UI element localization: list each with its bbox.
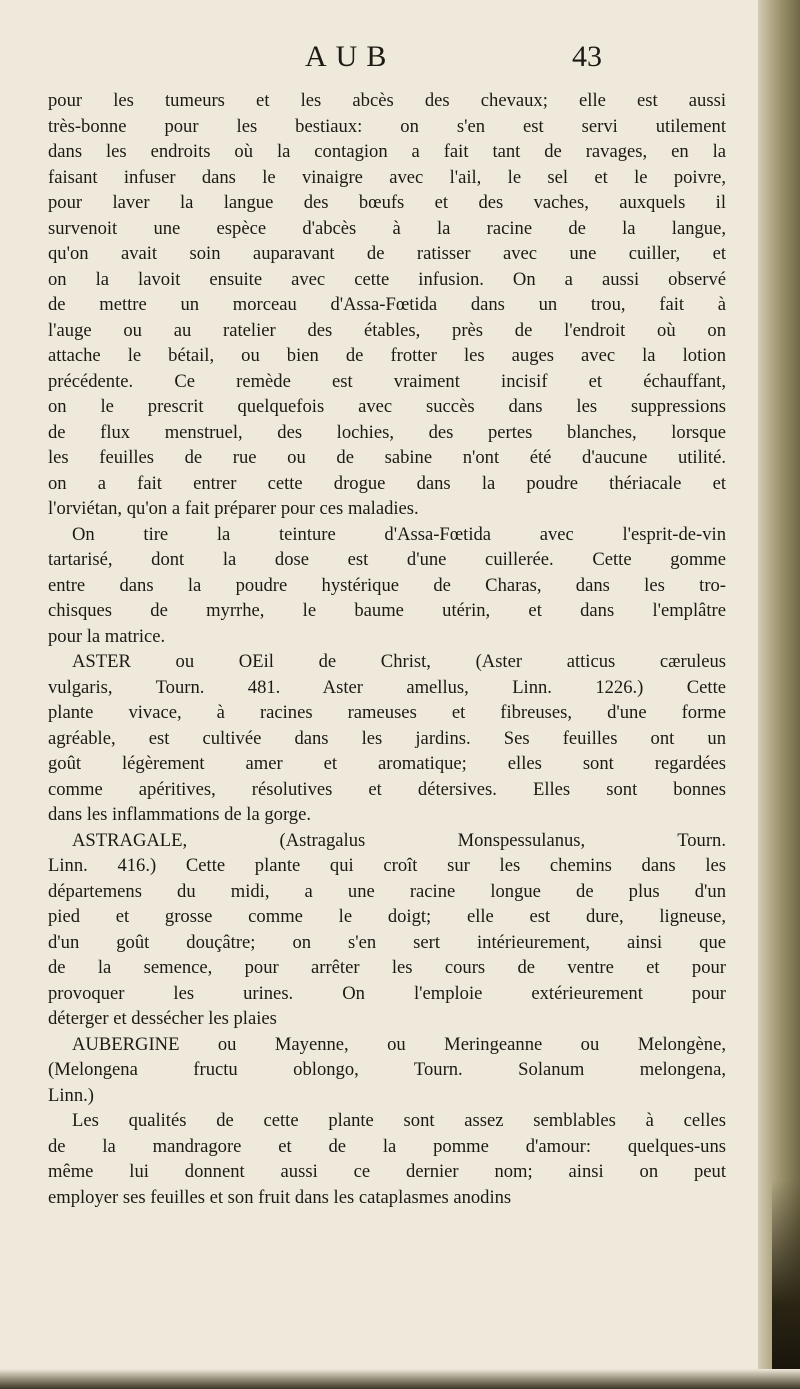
text-line: vulgaris, Tourn. 481. Aster amellus, Linn. 1226.) Cette: [48, 676, 726, 698]
page-bottom-edge: [0, 1369, 800, 1389]
text-line: de flux menstruel, des lochies, des pertes blanches, lorsque: [48, 421, 726, 443]
text-line: employer ses feuilles et son fruit dans les cataplasmes anodins: [48, 1186, 512, 1208]
text-line: (Melongena fructu oblongo, Tourn. Solanum melongena,: [48, 1059, 726, 1080]
text-line: tartarisé, dont la dose est d'une cuillerée. Cette gomme: [48, 549, 726, 570]
text-line: l'orviétan, qu'on a fait préparer pour ces maladies.: [48, 498, 419, 519]
text-line: Linn.): [48, 1084, 94, 1106]
text-line: l'auge ou au ratelier des étables, près de l'endroit où on: [48, 319, 726, 341]
text-line: les feuilles de rue ou de sabine n'ont été d'aucune utilité.: [48, 447, 726, 468]
body-text: [48, 88, 726, 1210]
text-line: plante vivace, à racines rameuses et fibreuses, d'une forme: [48, 702, 726, 723]
text-line: pour les tumeurs et les abcès des chevaux; elle est aussi: [48, 90, 726, 111]
text-line: chisques de myrrhe, le baume utérin, et dans l'emplâtre: [48, 600, 726, 621]
text-line: agréable, est cultivée dans les jardins. Ses feuilles ont un: [48, 727, 726, 749]
text-line: on le prescrit quelquefois avec succès dans les suppressions: [48, 396, 726, 417]
text-line: qu'on avait soin auparavant de ratisser avec une cuiller, et: [48, 243, 726, 264]
text-line: déterger et dessécher les plaies: [48, 1008, 277, 1029]
text-line: goût légèrement amer et aromatique; elles sont regardées: [48, 753, 726, 774]
text-line: très-bonne pour les bestiaux: on s'en est servi utilement: [48, 115, 726, 137]
text-line: attache le bétail, ou bien de frotter les auges avec la lotion: [48, 345, 726, 366]
page-gutter-dark-edge: [772, 1180, 800, 1389]
text-line: pied et grosse comme le doigt; elle est dure, ligneuse,: [48, 906, 726, 927]
page-number: 43: [572, 40, 602, 73]
text-line: de la semence, pour arrêter les cours de ventre et pour: [48, 957, 726, 978]
running-head-word: AUB: [305, 40, 396, 73]
text-line: de mettre un morceau d'Assa-Fœtida dans un trou, fait à: [48, 294, 726, 315]
text-line: on la lavoit ensuite avec cette infusion. On a aussi observé: [48, 268, 726, 290]
text-line: provoquer les urines. On l'emploie extérieurement pour: [48, 982, 726, 1004]
text-line: pour la matrice.: [48, 625, 166, 647]
text-line: AUBERGINE ou Mayenne, ou Meringeanne ou Melongène,: [72, 1033, 726, 1055]
text-line: faisant infuser dans le vinaigre avec l'ail, le sel et le poivre,: [48, 166, 726, 188]
running-head: [0, 40, 758, 80]
text-line: dans les inflammations de la gorge.: [48, 804, 312, 825]
text-line: ASTER ou OEil de Christ, (Aster atticus cæruleus: [72, 651, 726, 672]
text-line: comme apéritives, résolutives et détersives. Elles sont bonnes: [48, 778, 726, 800]
text-line: même lui donnent aussi ce dernier nom; ainsi on peut: [48, 1161, 726, 1182]
text-line: dans les endroits où la contagion a fait tant de ravages, en la: [48, 141, 726, 162]
text-line: on a fait entrer cette drogue dans la poudre thériacale et: [48, 472, 726, 494]
text-line: de la mandragore et de la pomme d'amour: quelques-uns: [48, 1135, 726, 1157]
text-line: départemens du midi, a une racine longue de plus d'un: [48, 880, 726, 902]
text-line: survenoit une espèce d'abcès à la racine de la langue,: [48, 217, 726, 239]
text-line: ASTRAGALE, (Astragalus Monspessulanus, Tourn.: [72, 829, 726, 851]
text-line: d'un goût douçâtre; on s'en sert intérieurement, ainsi que: [48, 931, 726, 953]
text-line: Les qualités de cette plante sont assez semblables à celles: [72, 1110, 726, 1131]
text-line: On tire la teinture d'Assa-Fœtida avec l'esprit-de-vin: [72, 523, 726, 545]
text-line: précédente. Ce remède est vraiment incisif et échauffant,: [48, 370, 726, 392]
text-line: pour laver la langue des bœufs et des vaches, auxquels il: [48, 192, 726, 213]
text-line: entre dans la poudre hystérique de Charas, dans les tro-: [48, 574, 726, 596]
text-line: Linn. 416.) Cette plante qui croît sur les chemins dans les: [48, 855, 726, 876]
